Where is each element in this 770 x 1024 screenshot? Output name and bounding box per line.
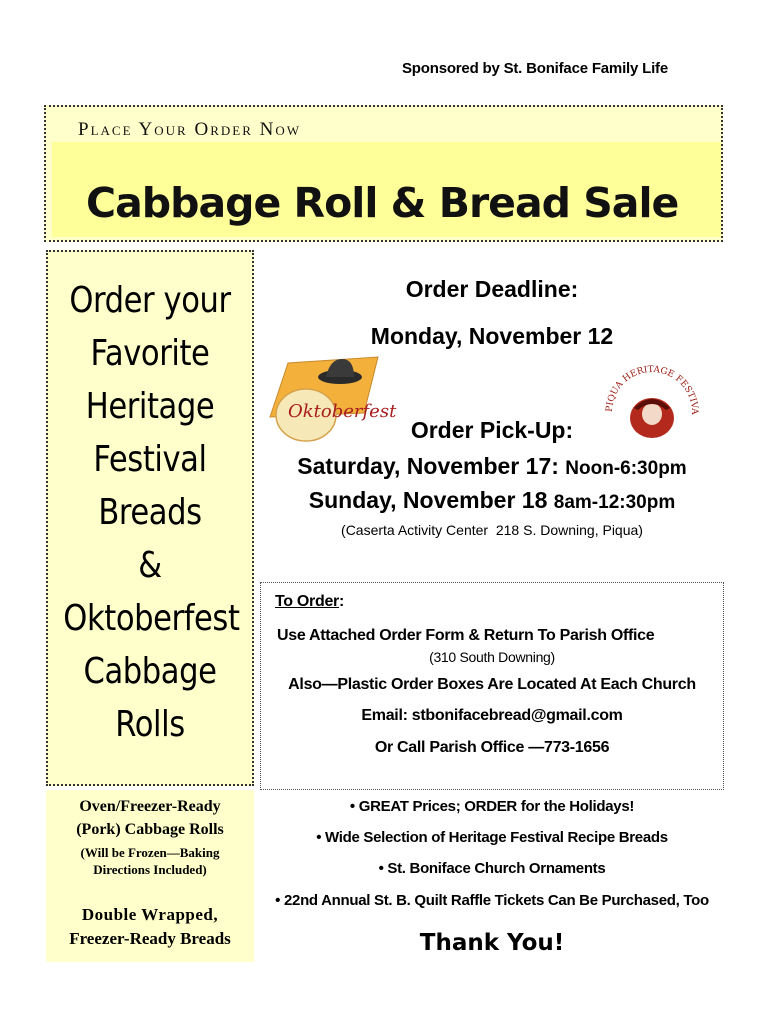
pickup-sunday	[262, 487, 722, 514]
to-order-colon: :	[338, 593, 345, 610]
pickup-sunday-time: 8am-12:30pm	[553, 492, 676, 513]
list-item-text: Wide Selection of Heritage Festival Recipe Breads	[325, 829, 668, 846]
pickup-sunday-date: Sunday, November 18	[308, 487, 548, 513]
promo-line: Cabbage	[83, 651, 217, 692]
product-note-panel	[46, 790, 254, 962]
promo-line: Breads	[98, 492, 202, 533]
list-item-text: St. Boniface Church Ornaments	[387, 860, 606, 877]
header-kicker: Place Your Order Now	[78, 119, 301, 140]
pickup-saturday	[262, 453, 722, 480]
pickup-saturday-date: Saturday, November 17:	[297, 453, 559, 479]
frozen-note: (Will be Frozen—Baking	[80, 845, 220, 860]
list-item: • Wide Selection of Heritage Festival Recipe Breads	[316, 829, 668, 846]
order-form-instruction: Use Attached Order Form & Return To Parish Office	[277, 627, 655, 644]
to-order-heading-wrap	[275, 593, 344, 611]
order-phone: Or Call Parish Office —773-1656	[374, 739, 610, 756]
promo-line: Oktoberfest	[63, 598, 240, 639]
promo-line: Order your	[69, 280, 231, 321]
cabbage-roll-note-2: (Pork) Cabbage Rolls	[76, 821, 224, 838]
left-promo-panel	[46, 250, 254, 786]
sale-title: Cabbage Roll & Bread Sale	[86, 179, 679, 227]
oktoberfest-logo-text: Oktoberfest	[288, 401, 397, 422]
list-item: • 22nd Annual St. B. Quilt Raffle Tickets Can Be Purchased, Too	[275, 892, 709, 909]
promo-line: Heritage	[85, 386, 215, 427]
order-boxes-note: Also—Plastic Order Boxes Are Located At Each Church	[288, 676, 696, 693]
header-banner	[44, 105, 723, 242]
list-item-text: 22nd Annual St. B. Quilt Raffle Tickets Can Be Purchased, Too	[283, 892, 709, 909]
pickup-location: (Caserta Activity Center 218 S. Downing, Piqua)	[341, 522, 643, 538]
deadline-date: Monday, November 12	[370, 323, 614, 349]
promo-text	[63, 274, 240, 751]
pickup-label: Order Pick-Up:	[410, 417, 574, 443]
to-order-box	[260, 582, 724, 790]
list-item-text: GREAT Prices; ORDER for the Holidays!	[358, 798, 635, 815]
bread-note-2: Freezer-Ready Breads	[69, 929, 231, 948]
deadline-label: Order Deadline:	[405, 276, 579, 302]
to-order-heading: To Order	[275, 593, 339, 610]
frozen-note-2: Directions Included)	[93, 862, 207, 877]
parish-office-address: (310 South Downing)	[429, 649, 555, 665]
list-item: • GREAT Prices; ORDER for the Holidays!	[349, 798, 635, 815]
promo-line: Festival	[93, 439, 207, 480]
promo-line: Favorite	[90, 333, 210, 374]
bread-note: Double Wrapped,	[81, 905, 219, 924]
pickup-saturday-time: Noon-6:30pm	[565, 458, 687, 479]
order-email: Email: stbonifacebread@gmail.com	[361, 707, 623, 724]
sponsor-line: Sponsored by St. Boniface Family Life	[402, 60, 668, 77]
heritage-logo-text: PIQUA HERITAGE FESTIVA	[604, 364, 700, 415]
list-item: • St. Boniface Church Ornaments	[378, 860, 606, 877]
promo-line: Rolls	[115, 704, 185, 745]
promo-line: &	[138, 545, 162, 586]
cabbage-roll-note: Oven/Freezer-Ready	[79, 798, 221, 815]
thank-you: Thank You!	[419, 930, 565, 956]
